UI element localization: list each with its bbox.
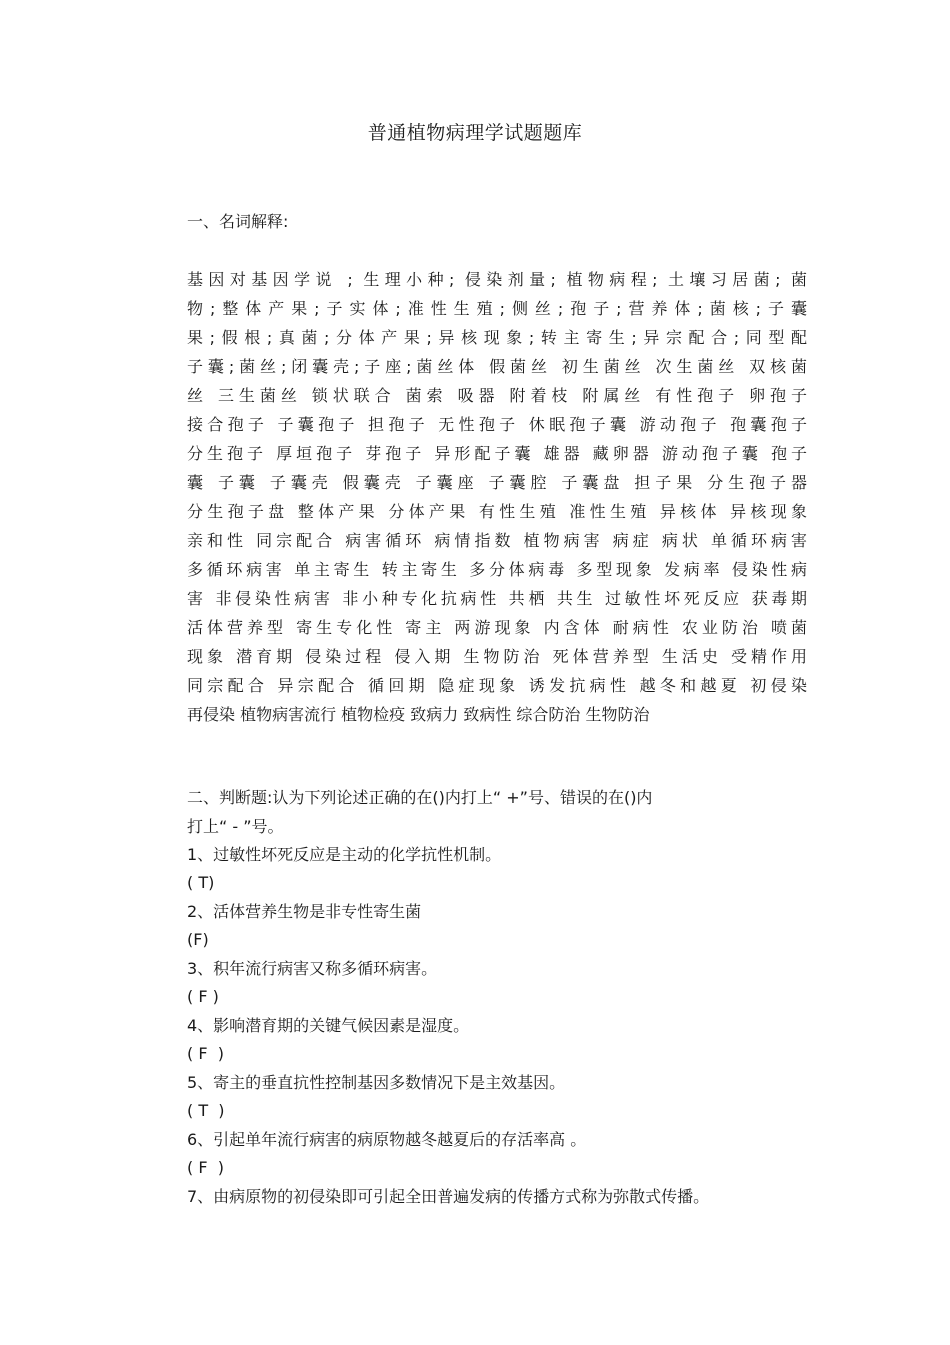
question-item (187, 1183, 807, 1240)
question-answer: ( T ) (187, 1101, 225, 1120)
question-text: 7、由病原物的初侵染即可引起全田普遍发病的传播方式称为弥散式传播。 (187, 1187, 710, 1206)
terms-line: 果;假根;真菌;分体产果;异核现象;转主寄生;异宗配合;同型配 (187, 328, 807, 347)
question-answer: ( F ) (187, 1044, 224, 1063)
terms-line: 物;整体产果;子实体;准性生殖;侧丝;孢子;营养体;菌核;子囊 (187, 299, 807, 318)
terms-line: 再侵染 植物病害流行 植物检疫 致病力 致病性 综合防治 生物防治 (187, 705, 650, 724)
judgement-questions (187, 841, 807, 1240)
terms-line: 分生孢子盘 整体产果 分体产果 有性生殖 准性生殖 异核体 异核现象 (187, 502, 807, 521)
question-answer: ( F ) (187, 987, 219, 1006)
terms-line: 囊 子囊 子囊壳 假囊壳 子囊座 子囊腔 子囊盘 担子果 分生孢子器 (187, 473, 807, 492)
terms-line: 子囊;菌丝;闭囊壳;子座;菌丝体 假菌丝 初生菌丝 次生菌丝 双核菌 (187, 357, 807, 376)
terms-line: 多循环病害 单主寄生 转主寄生 多分体病毒 多型现象 发病率 侵染性病 (187, 560, 807, 579)
question-answer: (F) (187, 930, 209, 949)
question-answer: ( T) (187, 873, 215, 892)
question-item (187, 841, 807, 898)
question-item (187, 898, 807, 955)
judgement-intro-line: 打上“ - ”号。 (187, 817, 284, 836)
terms-line: 同宗配合 异宗配合 循回期 隐症现象 诱发抗病性 越冬和越夏 初侵染 (187, 676, 807, 695)
terms-line: 亲和性 同宗配合 病害循环 病情指数 植物病害 病症 病状 单循环病害 (187, 531, 807, 550)
question-text: 5、寄主的垂直抗性控制基因多数情况下是主效基因。 (187, 1073, 566, 1092)
question-item (187, 1126, 807, 1183)
question-answer: ( F ) (187, 1158, 224, 1177)
document-title: 普通植物病理学试题题库 (367, 122, 583, 144)
terms-line: 现象 潜育期 侵染过程 侵入期 生物防治 死体营养型 生活史 受精作用 (187, 647, 807, 666)
terms-paragraph (187, 265, 807, 729)
question-text: 6、引起单年流行病害的病原物越冬越夏后的存活率高 。 (187, 1130, 587, 1149)
question-text: 4、影响潜育期的关键气候因素是湿度。 (187, 1016, 470, 1035)
question-item (187, 1012, 807, 1069)
question-item (187, 955, 807, 1012)
question-text: 1、过敏性坏死反应是主动的化学抗性机制。 (187, 845, 502, 864)
question-text: 2、活体营养生物是非专性寄生菌 (187, 902, 422, 921)
judgement-intro-line: 二、判断题:认为下列论述正确的在()内打上“ +”号、错误的在()内 (187, 788, 653, 807)
terms-line: 丝 三生菌丝 锁状联合 菌索 吸器 附着枝 附属丝 有性孢子 卵孢子 (187, 386, 807, 405)
terms-line: 害 非侵染性病害 非小种专化抗病性 共栖 共生 过敏性坏死反应 获毒期 (187, 589, 807, 608)
section-heading-terms: 一、名词解释: (187, 212, 289, 231)
question-item (187, 1069, 807, 1126)
terms-line: 基因对基因学说 ; 生理小种; 侵染剂量; 植物病程; 土壤习居菌; 菌 (187, 270, 807, 289)
terms-line: 分生孢子 厚垣孢子 芽孢子 异形配子囊 雄器 藏卵器 游动孢子囊 孢子 (187, 444, 807, 463)
terms-line: 活体营养型 寄生专化性 寄主 两游现象 内含体 耐病性 农业防治 喷菌 (187, 618, 807, 637)
section-heading-judgement (187, 783, 807, 841)
terms-line: 接合孢子 子囊孢子 担孢子 无性孢子 休眠孢子囊 游动孢子 孢囊孢子 (187, 415, 807, 434)
question-text: 3、积年流行病害又称多循环病害。 (187, 959, 438, 978)
